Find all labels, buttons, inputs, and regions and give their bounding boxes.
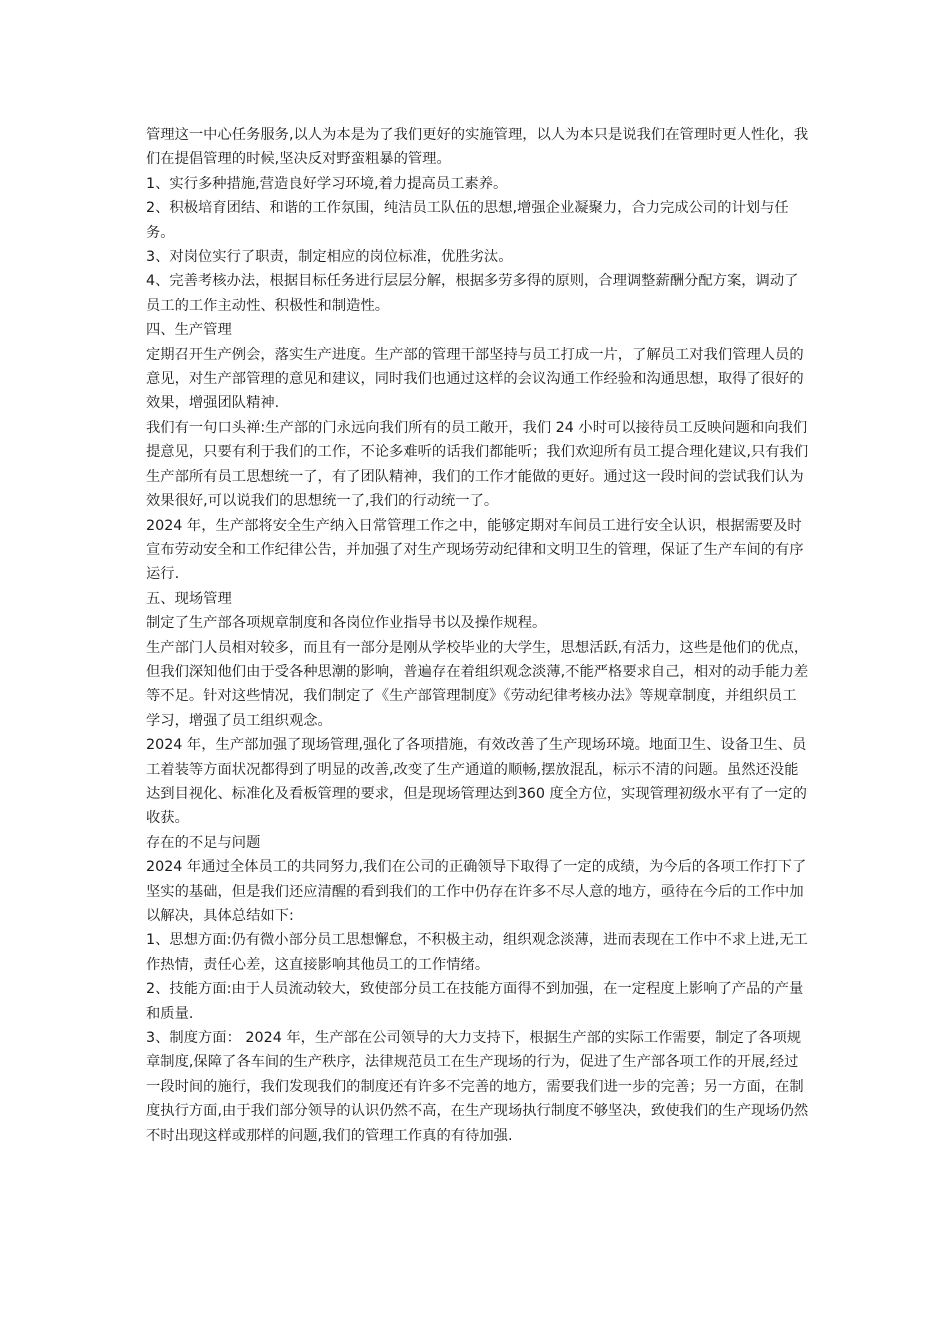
list-item: 3、制度方面： 2024 年，生产部在公司领导的大力支持下，根据生产部的实际工作需要，制定了各项规章制度,保障了各车间的生产秩序，法律规范员工在生产现场的行为，促进了生产部各项工作的开展,经过一段时间的施行，我们发现我们的制度还有许多不完善的地方，需要我们进一步的完善；另一方面，在制度执行方面,由于我们部分领导的认识仍然不高，在生产现场执行制度不够坚决，致使我们的生产现场仍然不时出现这样或那样的问题,我们的管理工作真的有待加强. bbox=[146, 1030, 809, 1144]
paragraph: 我们有一句口头禅:生产部的门永远向我们所有的员工敞开，我们 24 小时可以接待员工反映问题和向我们提意见，只要有利于我们的工作，不论多难听的话我们都能听；我们欢迎所有员工提合理化建议,只有我们生产部所有员工思想统一了，有了团队精神，我们的工作才能做的更好。通过这一段时间的尝试我们认为效果很好,可以说我们的思想统一了,我们的行动统一了。 bbox=[146, 419, 809, 510]
paragraph: 管理这一中心任务服务,以人为本是为了我们更好的实施管理，以人为本只是说我们在管理时更人性化，我们在提倡管理的时候,坚决反对野蛮粗暴的管理。 bbox=[146, 127, 809, 168]
list-item: 1、思想方面:仍有微小部分员工思想懈怠，不积极主动，组织观念淡薄，进而表现在工作中不求上进,无工作热情，责任心差，这直接影响其他员工的工作情绪。 bbox=[146, 932, 808, 973]
list-item: 3、对岗位实行了职责，制定相应的岗位标准，优胜劣汰。 bbox=[146, 249, 513, 266]
list-item: 4、完善考核办法，根据目标任务进行层层分解，根据多劳多得的原则，合理调整薪酬分配方案，调动了员工的工作主动性、积极性和制造性。 bbox=[146, 273, 799, 314]
paragraph: 2024 年，生产部将安全生产纳入日常管理工作之中，能够定期对车间员工进行安全认识，根据需要及时宣布劳动安全和工作纪律公告，并加强了对生产现场劳动纪律和文明卫生的管理，保证了生产车间的有序运行. bbox=[146, 517, 804, 583]
paragraph: 定期召开生产例会，落实生产进度。生产部的管理干部坚持与员工打成一片，了解员工对我们管理人员的意见，对生产部管理的意见和建议，同时我们也通过这样的会议沟通工作经验和沟通思想，取得了很好的效果，增强团队精神. bbox=[146, 346, 804, 412]
list-item: 1、实行多种措施,营造良好学习环境,着力提高员工素养。 bbox=[146, 175, 508, 192]
paragraph: 制定了生产部各项规章制度和各岗位作业指导书以及操作规程。 bbox=[146, 615, 547, 632]
document-body bbox=[146, 123, 810, 1148]
paragraph: 2024 年通过全体员工的共同努力,我们在公司的正确领导下取得了一定的成绩，为今后的各项工作打下了坚实的基础，但是我们还应清醒的看到我们的工作中仍存在许多不尽人意的地方，亟待在今后的工作中加以解决，具体总结如下: bbox=[146, 859, 807, 924]
section-heading: 四、生产管理 bbox=[146, 322, 232, 339]
section-heading: 五、现场管理 bbox=[146, 590, 232, 607]
paragraph: 生产部门人员相对较多，而且有一部分是刚从学校毕业的大学生，思想活跃,有活力，这些是他们的优点，但我们深知他们由于受各种思潮的影响，普遍存在着组织观念淡薄,不能严格要求自己，相对的动手能力差等不足。针对这些情况，我们制定了《生产部管理制度》《劳动纪律考核办法》等规章制度，并组织员工学习，增强了员工组织观念。 bbox=[146, 639, 809, 729]
section-heading: 存在的不足与问题 bbox=[146, 834, 261, 851]
paragraph: 2024 年，生产部加强了现场管理,强化了各项措施，有效改善了生产现场环境。地面卫生、设备卫生、员工着装等方面状况都得到了明显的改善,改变了生产通道的顺畅,摆放混乱，标示不清的问题。虽然还没能达到目视化、标准化及看板管理的要求，但是现场管理达到360 度全方位，实现管理初级水平有了一定的收获。 bbox=[146, 737, 807, 827]
list-item: 2、技能方面:由于人员流动较大，致使部分员工在技能方面得不到加强，在一定程度上影响了产品的产量和质量. bbox=[146, 981, 804, 1022]
list-item: 2、积极培育团结、和谐的工作氛围，纯洁员工队伍的思想,增强企业凝聚力，合力完成公司的计划与任务。 bbox=[146, 200, 789, 241]
